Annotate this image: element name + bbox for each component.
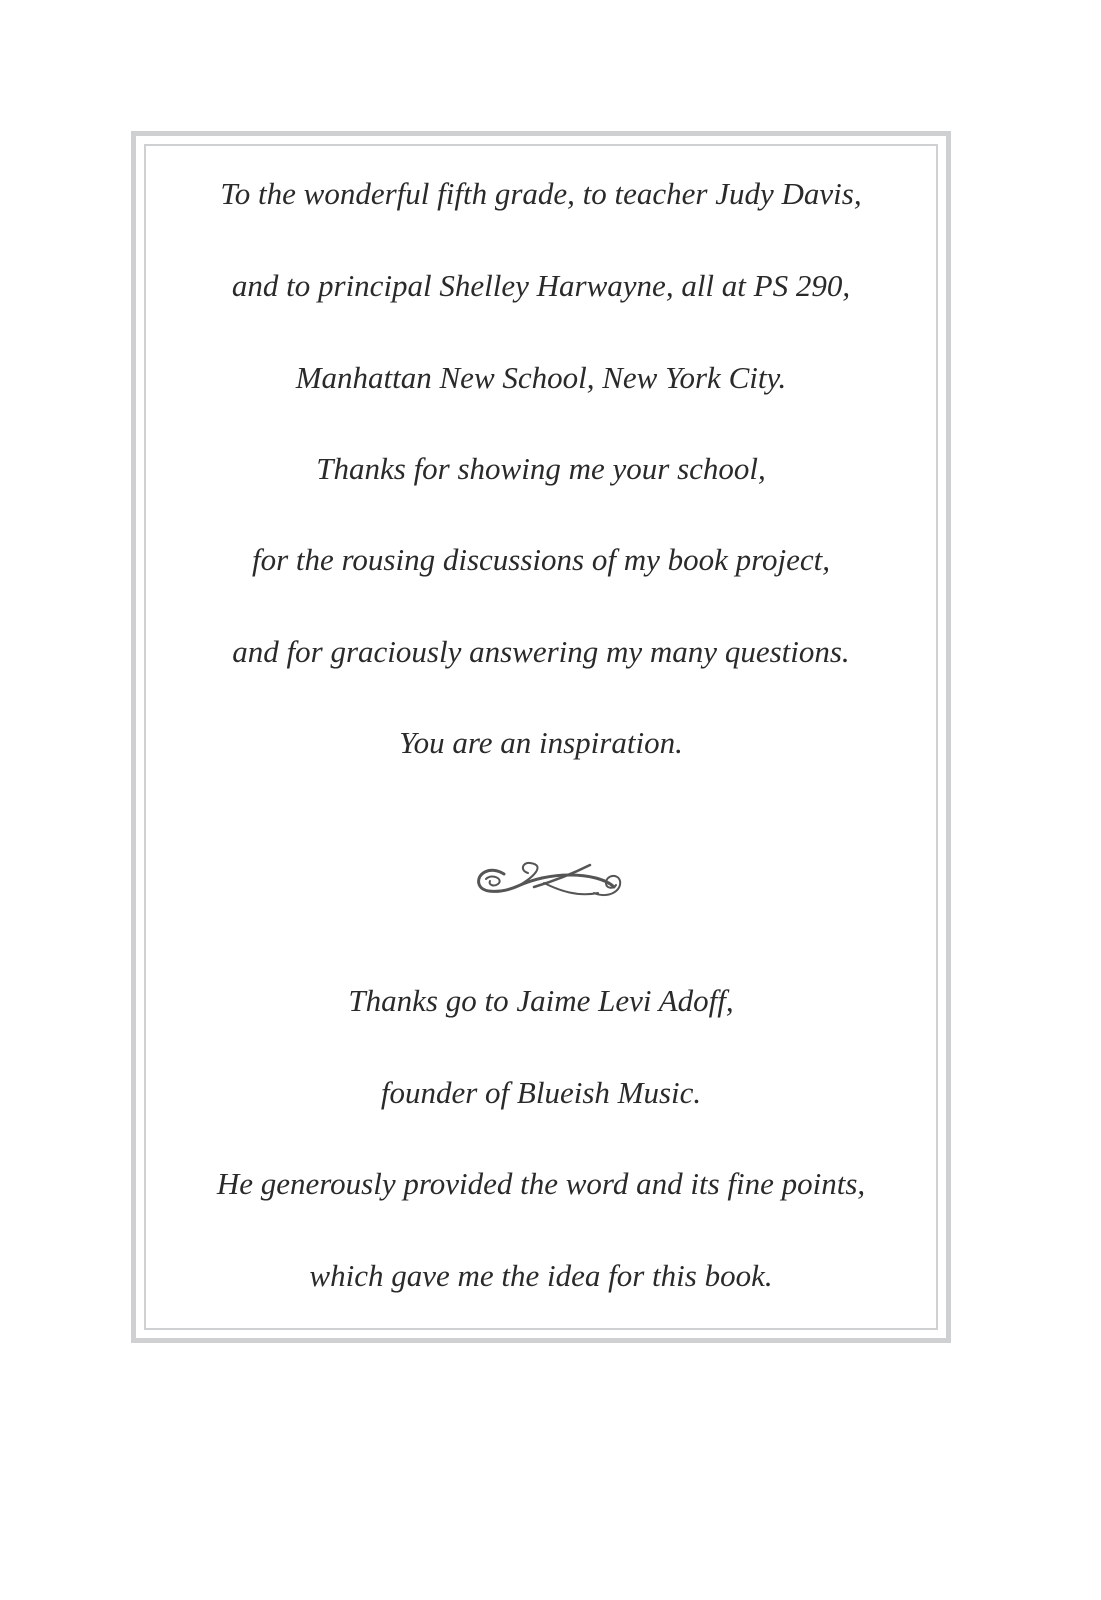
acknowledgment-line: founder of Blueish Music. <box>380 1075 702 1110</box>
dedication-line: To the wonderful fifth grade, to teacher Judy Davis, <box>220 176 862 211</box>
dedication-line: Thanks for showing me your school, <box>316 451 766 486</box>
acknowledgment-line: Thanks go to Jaime Levi Adoff, <box>348 983 734 1018</box>
dedication-line: for the rousing discussions of my book project, <box>251 542 831 577</box>
acknowledgment-line: He generously provided the word and its fine points, <box>216 1166 866 1201</box>
acknowledgment-line: which gave me the idea for this book. <box>309 1258 773 1293</box>
dedication-line: You are an inspiration. <box>399 725 683 760</box>
dedication-line: and to principal Shelley Harwayne, all at PS 290, <box>231 268 851 303</box>
dedication-line: and for graciously answering my many questions. <box>232 634 850 669</box>
dedication-line: Manhattan New School, New York City. <box>295 360 787 395</box>
flourish-icon <box>474 857 628 901</box>
